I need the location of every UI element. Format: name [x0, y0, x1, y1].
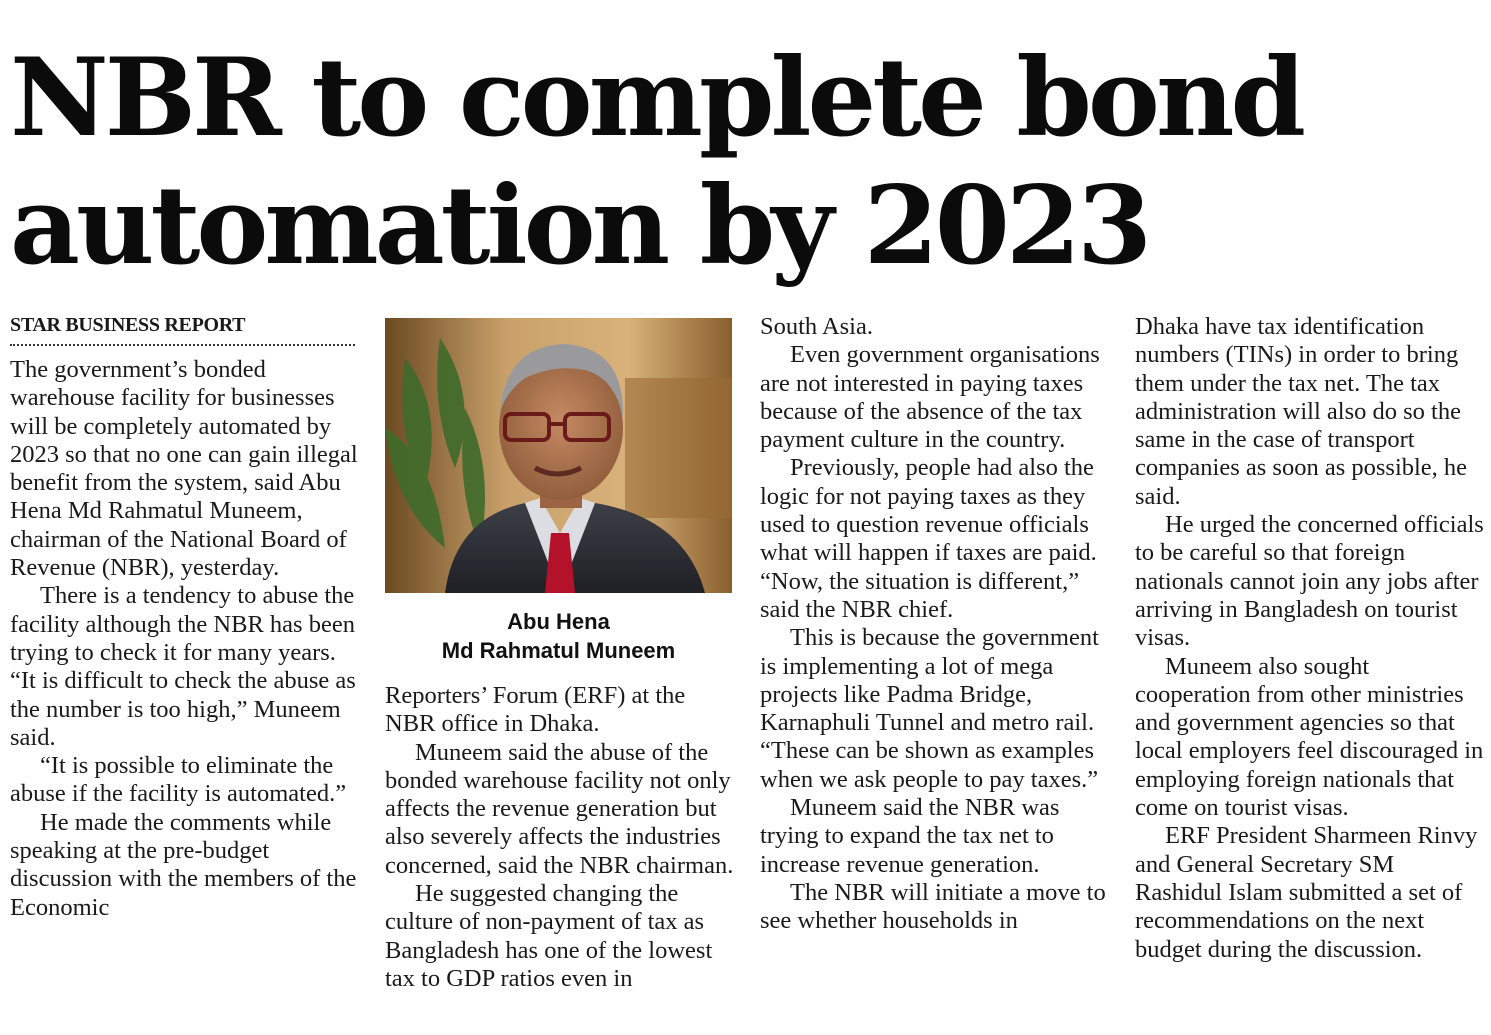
article-column-3: [760, 313, 1112, 936]
paragraph: Muneem also sought cooperation from other ministries and government agencies so that local employers feel discouraged in employing foreign nationals that come on tourist visas.: [1135, 652, 1484, 822]
paragraph: The government’s bonded warehouse facility for businesses will be completely automated by 2023 so that no one can gain illegal benefit from the system, said Abu Hena Md Rahmatul Muneem, chairman of the National Board of Revenue (NBR), yesterday.: [10, 356, 358, 582]
headline-line-1: NBR to complete bond: [10, 35, 1302, 161]
paragraph: Muneem said the NBR was trying to expand the tax net to increase revenue generation.: [760, 794, 1060, 878]
paragraph: Previously, people had also the logic for not paying taxes as they used to question revenue officials what will happen if taxes are paid. “Now, the situation is different,” said the NBR chief.: [760, 454, 1097, 623]
paragraph: There is a tendency to abuse the facility although the NBR has been trying to check it for many years. “It is difficult to check the abuse as the number is too high,” Muneem said.: [10, 582, 356, 751]
photo-caption: [385, 607, 732, 665]
article-column-4: [1135, 313, 1485, 964]
paragraph: Muneem said the abuse of the bonded warehouse facility not only affects the revenue generation but also severely affects the industries concerned, said the NBR chairman.: [385, 738, 734, 879]
paragraph: He urged the concerned officials to be careful so that foreign nationals cannot join any jobs after arriving in Bangladesh on tourist visas.: [1135, 511, 1484, 652]
caption-line-1: Abu Hena: [507, 609, 610, 634]
article-column-1: [10, 312, 362, 922]
paragraph: Dhaka have tax identification numbers (TINs) in order to bring them under the tax net. The tax administration will also do so the same in the case of transport companies as soon as possible, he said.: [1135, 313, 1468, 510]
byline: STAR BUSINESS REPORT: [10, 312, 355, 346]
paragraph: Reporters’ Forum (ERF) at the NBR office in Dhaka.: [385, 682, 686, 738]
paragraph: He made the comments while speaking at the pre-budget discussion with the members of the Economic: [10, 808, 357, 921]
paragraph: ERF President Sharmeen Rinvy and General Secretary SM Rashidul Islam submitted a set of recommendations on the next budget during the discussion.: [1135, 822, 1478, 963]
portrait-photo: [385, 318, 732, 593]
paragraph: He suggested changing the culture of non-payment of tax as Bangladesh has one of the lowest tax to GDP ratios even in: [385, 880, 713, 992]
paragraph: The NBR will initiate a move to see whether households in: [760, 878, 1106, 935]
caption-line-2: Md Rahmatul Muneem: [441, 638, 676, 663]
paragraph: Even government organisations are not interested in paying taxes because of the absence of the tax payment culture in the country.: [760, 341, 1100, 454]
headline-line-2: automation by 2023: [10, 163, 1149, 289]
paragraph: “It is possible to eliminate the abuse if the facility is automated.”: [10, 752, 347, 808]
paragraph: South Asia.: [760, 313, 873, 340]
headline: [10, 34, 1480, 290]
paragraph: This is because the government is implementing a lot of mega projects like Padma Bridge, Karnaphuli Tunnel and metro rail. “These can be shown as examples when we ask people to pay taxes.”: [760, 624, 1099, 793]
